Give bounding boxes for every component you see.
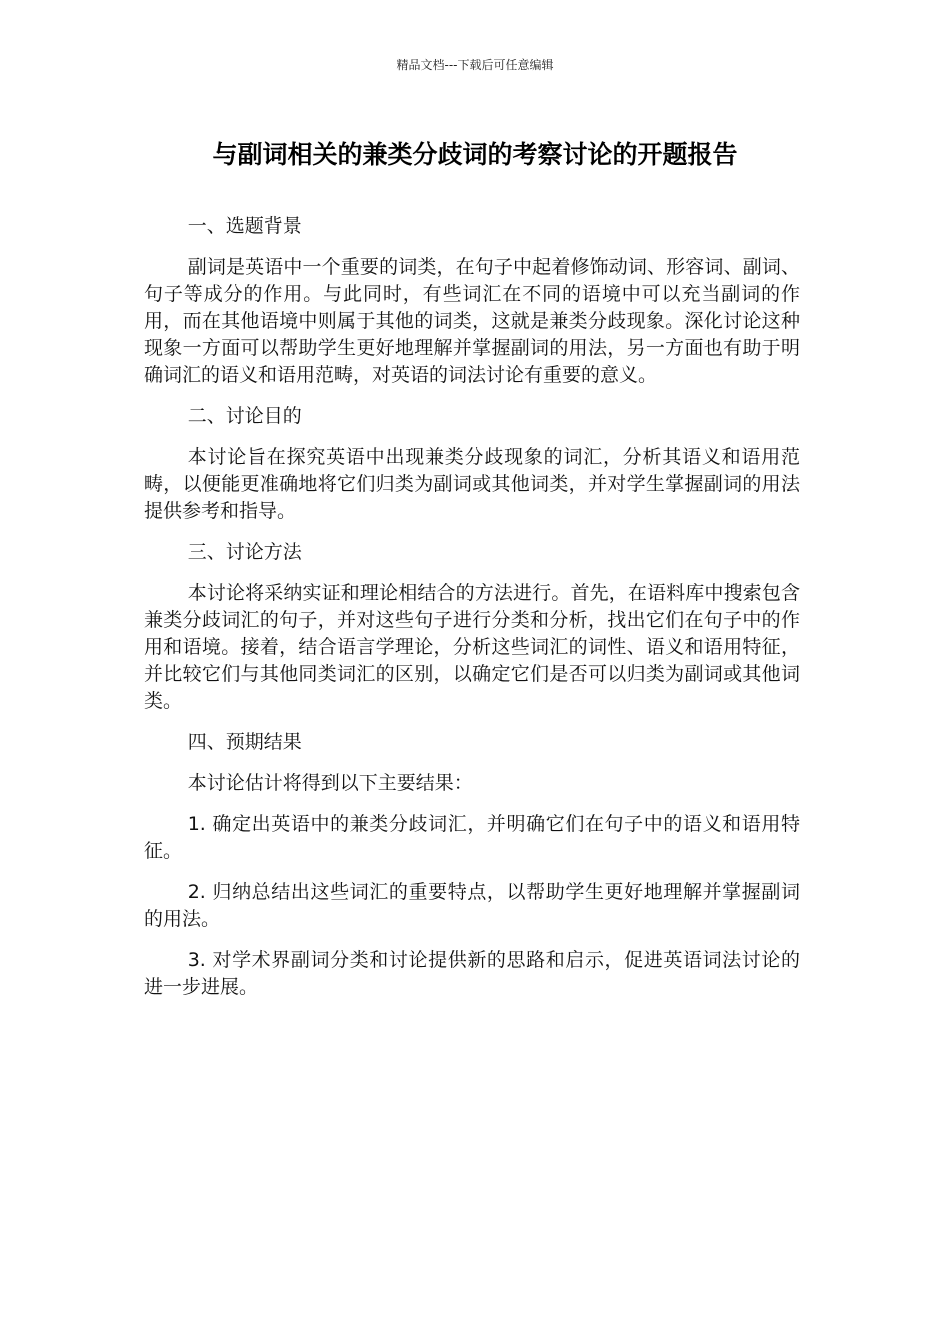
header-note: 精品文档---下载后可任意编辑 <box>396 58 554 72</box>
section-heading-purpose: 二、讨论目的 <box>187 405 302 427</box>
results-intro-paragraph: 本讨论估计将得到以下主要结果： <box>187 772 473 794</box>
method-paragraph: 本讨论将采纳实证和理论相结合的方法进行。首先，在语料库中搜索包含兼类分歧词汇的句子，并对这些句子进行分类和分析，找出它们在句子中的作用和语境。接着，结合语言学理论，分析这些词汇的词性、语义和语用特征，并比较它们与其他同类词汇的区别，以确定它们是否可以归类为副词或其他词类。 <box>144 582 800 712</box>
document-body <box>144 213 800 1015</box>
section-heading-background: 一、选题背景 <box>187 215 302 237</box>
section-heading-results: 四、预期结果 <box>187 731 302 753</box>
background-paragraph: 副词是英语中一个重要的词类，在句子中起着修饰动词、形容词、副词、句子等成分的作用。与此同时，有些词汇在不同的语境中可以充当副词的作用，而在其他语境中则属于其他的词类，这就是兼类分歧现象。深化讨论这种现象一方面可以帮助学生更好地理解并掌握副词的用法，另一方面也有助于明确词汇的语义和语用范畴，对英语的词法讨论有重要的意义。 <box>144 256 800 386</box>
document-title: 与副词相关的兼类分歧词的考察讨论的开题报告 <box>212 140 738 169</box>
section-heading-method: 三、讨论方法 <box>187 541 302 563</box>
purpose-paragraph: 本讨论旨在探究英语中出现兼类分歧现象的词汇，分析其语义和语用范畴，以便能更准确地将它们归类为副词或其他词类，并对学生掌握副词的用法提供参考和指导。 <box>144 446 800 522</box>
result-item-2: 2. 归纳总结出这些词汇的重要特点，以帮助学生更好地理解并掌握副词的用法。 <box>144 881 800 930</box>
result-item-3: 3. 对学术界副词分类和讨论提供新的思路和启示，促进英语词法讨论的进一步进展。 <box>144 949 800 998</box>
result-item-1: 1. 确定出英语中的兼类分歧词汇，并明确它们在句子中的语义和语用特征。 <box>144 813 800 862</box>
